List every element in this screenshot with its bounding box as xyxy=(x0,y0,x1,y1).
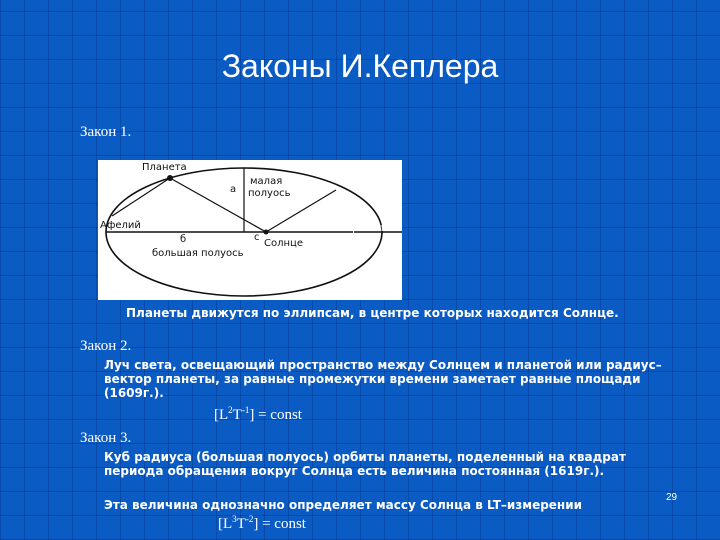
page-number: 29 xyxy=(666,492,678,503)
planet-label: Планета xyxy=(142,162,187,173)
law2-formula-base: [L xyxy=(214,407,229,423)
law1-text: Планеты движутся по эллипсам, в центре которых находится Солнце. xyxy=(126,306,619,320)
sun-label: Солнце xyxy=(264,238,303,249)
law3-formula-exp2: -2 xyxy=(245,514,254,524)
law2-formula xyxy=(214,407,302,424)
major-axis-label: большая полуось xyxy=(152,248,244,259)
law2-formula-mid: T xyxy=(232,407,242,423)
planet-line xyxy=(112,178,170,216)
perigee-label: Перигелий xyxy=(338,223,398,234)
law3-formula-exp1: 3 xyxy=(232,514,237,524)
b-label: б xyxy=(180,234,187,245)
c-label: с xyxy=(254,232,260,243)
law2-heading: Закон 2. xyxy=(80,338,132,354)
a-label: а xyxy=(230,184,237,195)
law3-heading: Закон 3. xyxy=(80,430,132,446)
law3-text: Куб радиуса (большая полуось) орбиты планеты, поделенный на квадрат периода обращения вокруг Солнца есть величина постоянная (1619г.). xyxy=(104,450,626,478)
aphelion-label: Афелий xyxy=(100,220,141,231)
sun-dot xyxy=(264,230,269,235)
law1-heading: Закон 1. xyxy=(80,124,132,140)
minor-axis-label2: полуось xyxy=(248,188,291,199)
law3-text2: Эта величина однозначно определяет массу Солнца в LT–измерении xyxy=(104,498,583,512)
minor-axis-label: малая xyxy=(250,176,283,187)
law3-formula-end: ] = const xyxy=(253,516,306,532)
law3-formula-base: [L xyxy=(218,516,233,532)
slide-title: Законы И.Кеплера xyxy=(221,48,499,84)
planet-dot xyxy=(167,175,173,181)
law2-formula-exp2: -1 xyxy=(241,405,250,415)
law3-formula-mid: T xyxy=(236,516,246,532)
law2-text: Луч света, освещающий пространство между Солнцем и планетой или радиус–вектор планеты, за равные промежутки времени заметает равные площади (1609г.). xyxy=(104,358,662,400)
law2-formula-exp1: 2 xyxy=(228,405,233,415)
law2-formula-end: ] = const xyxy=(249,407,302,423)
law3-formula xyxy=(218,516,306,533)
